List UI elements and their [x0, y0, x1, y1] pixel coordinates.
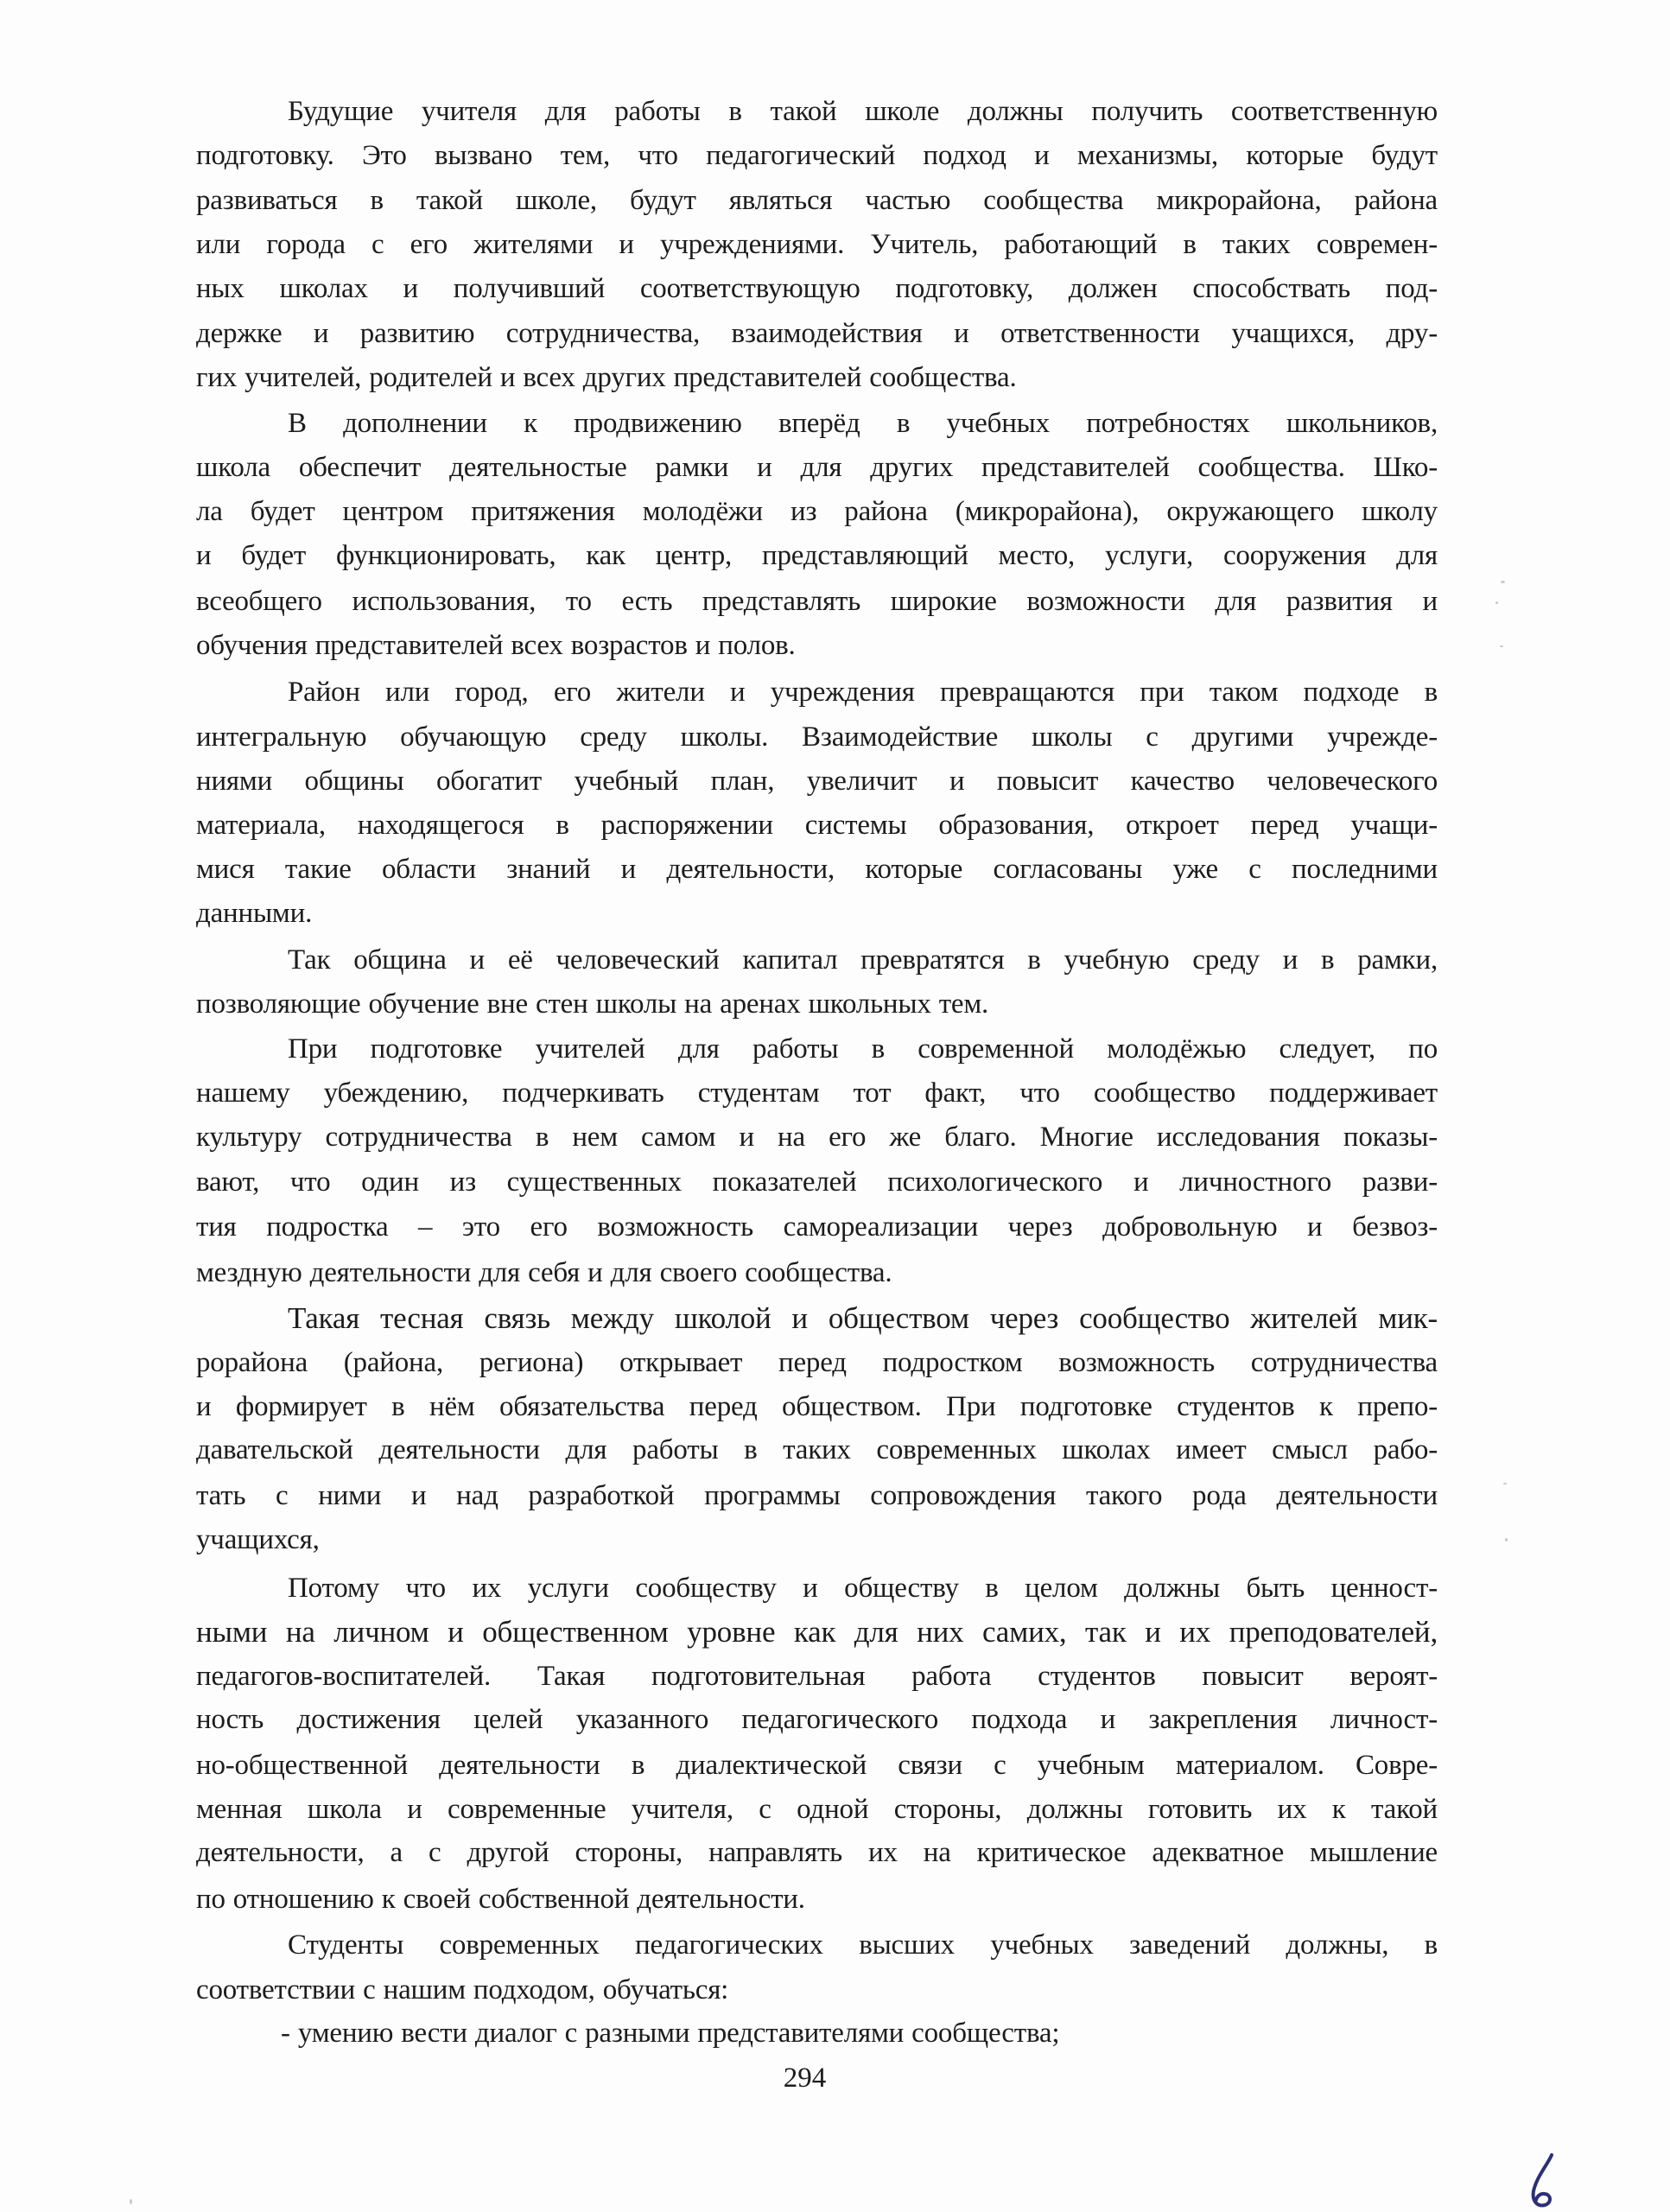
scan-speck: [1500, 645, 1503, 647]
text-line: данными.: [196, 898, 313, 929]
text-line: давательской деятельности для работы в таких современных школах имеет смысл рабо-: [196, 1434, 1438, 1465]
text-line: мездную деятельности для себя и для своего сообщества.: [196, 1257, 892, 1288]
scan-speck: [130, 2199, 132, 2204]
text-line: Потому что их услуги сообществу и обществу в целом должны быть ценност-: [288, 1573, 1438, 1604]
handwritten-mark-icon: [1526, 2152, 1560, 2212]
text-line: Так община и её человеческий капитал превратятся в учебную среду и в рамки,: [288, 944, 1438, 976]
text-line: интегральную обучающую среду школы. Взаимодействие школы с другими учрежде-: [196, 721, 1438, 753]
text-line: держке и развитию сотрудничества, взаимодействия и ответственности учащихся, дру-: [196, 318, 1438, 349]
text-line: школа обеспечит деятельностые рамки и для других представителей сообщества. Шко-: [196, 452, 1438, 483]
text-line: деятельности, а с другой стороны, направлять их на критическое адекватное мышление: [196, 1837, 1438, 1868]
text-line: гих учителей, родителей и всех других представителей сообщества.: [196, 362, 1017, 393]
text-line: всеобщего использования, то есть представлять широкие возможности для развития и: [196, 586, 1438, 617]
text-line: по отношению к своей собственной деятельности.: [196, 1884, 805, 1915]
scan-speck: [1495, 601, 1498, 604]
text-line: Такая тесная связь между школой и обществом через сообщество жителей мик-: [288, 1301, 1438, 1335]
page-number: 294: [783, 2063, 827, 2094]
text-line: обучения представителей всех возрастов и полов.: [196, 630, 796, 661]
text-line: и формирует в нём обязательства перед обществом. При подготовке студентов к препо-: [196, 1391, 1438, 1422]
text-line: но-общественной деятельности в диалектической связи с учебным материалом. Совре-: [196, 1750, 1438, 1781]
text-line: учащихся,: [196, 1524, 320, 1555]
text-line: ниями общины обогатит учебный план, увеличит и повысит качество человеческого: [196, 766, 1438, 797]
text-line: менная школа и современные учителя, с одной стороны, должны готовить их к такой: [196, 1794, 1438, 1825]
text-line: В дополнении к продвижению вперёд в учебных потребностях школьников,: [288, 408, 1438, 439]
text-line: Будущие учителя для работы в такой школе должны получить соответственную: [288, 96, 1438, 127]
text-line: При подготовке учителей для работы в современной молодёжью следует, по: [288, 1033, 1438, 1065]
text-line: педагогов-воспитателей. Такая подготовительная работа студентов повысит вероят-: [196, 1661, 1438, 1692]
text-line: ных школах и получивший соответствующую подготовку, должен способствать под-: [196, 273, 1438, 304]
scan-speck: [1505, 1538, 1508, 1541]
text-line: позволяющие обучение вне стен школы на аренах школьных тем.: [196, 988, 989, 1020]
text-line: или города с его жителями и учреждениями. Учитель, работающий в таких современ-: [196, 229, 1438, 260]
text-line: мися такие области знаний и деятельности, которые согласованы уже с последними: [196, 854, 1438, 885]
scan-speck: [1501, 581, 1505, 583]
text-line: культуру сотрудничества в нем самом и на его же благо. Многие исследования показы-: [196, 1122, 1438, 1153]
text-line: и будет функционировать, как центр, представляющий место, услуги, сооружения для: [196, 540, 1438, 571]
text-line: рорайона (района, региона) открывает перед подростком возможность сотрудничества: [196, 1347, 1438, 1378]
text-line: подготовку. Это вызвано тем, что педагогический подход и механизмы, которые будут: [196, 140, 1438, 171]
text-line: соответствии с нашим подходом, обучаться:: [196, 1974, 729, 2005]
text-line: развиваться в такой школе, будут являться частью сообщества микрорайона, района: [196, 185, 1438, 216]
text-line: тать с ними и над разработкой программы сопровождения такого рода деятельности: [196, 1480, 1438, 1511]
text-line: ными на личном и общественном уровне как для них самих, так и их преподователей,: [196, 1615, 1438, 1649]
text-line: Район или город, его жители и учреждения превращаются при таком подходе в: [288, 677, 1438, 708]
text-line: материала, находящегося в распоряжении системы образования, откроет перед учащи-: [196, 810, 1438, 841]
text-line: Студенты современных педагогических высших учебных заведений должны, в: [288, 1929, 1438, 1961]
text-line: ла будет центром притяжения молодёжи из района (микрорайона), окружающего школу: [196, 496, 1438, 527]
list-item: - умению вести диалог с разными представителями сообщества;: [281, 2018, 1060, 2049]
text-line: ность достижения целей указанного педагогического подхода и закрепления личност-: [196, 1704, 1438, 1735]
text-line: тия подростка – это его возможность самореализации через добровольную и безвоз-: [196, 1211, 1438, 1243]
scan-speck: [1503, 1483, 1507, 1484]
text-line: нашему убеждению, подчеркивать студентам тот факт, что сообщество поддерживает: [196, 1077, 1438, 1109]
text-line: вают, что один из существенных показателей психологического и личностного разви-: [196, 1166, 1438, 1198]
